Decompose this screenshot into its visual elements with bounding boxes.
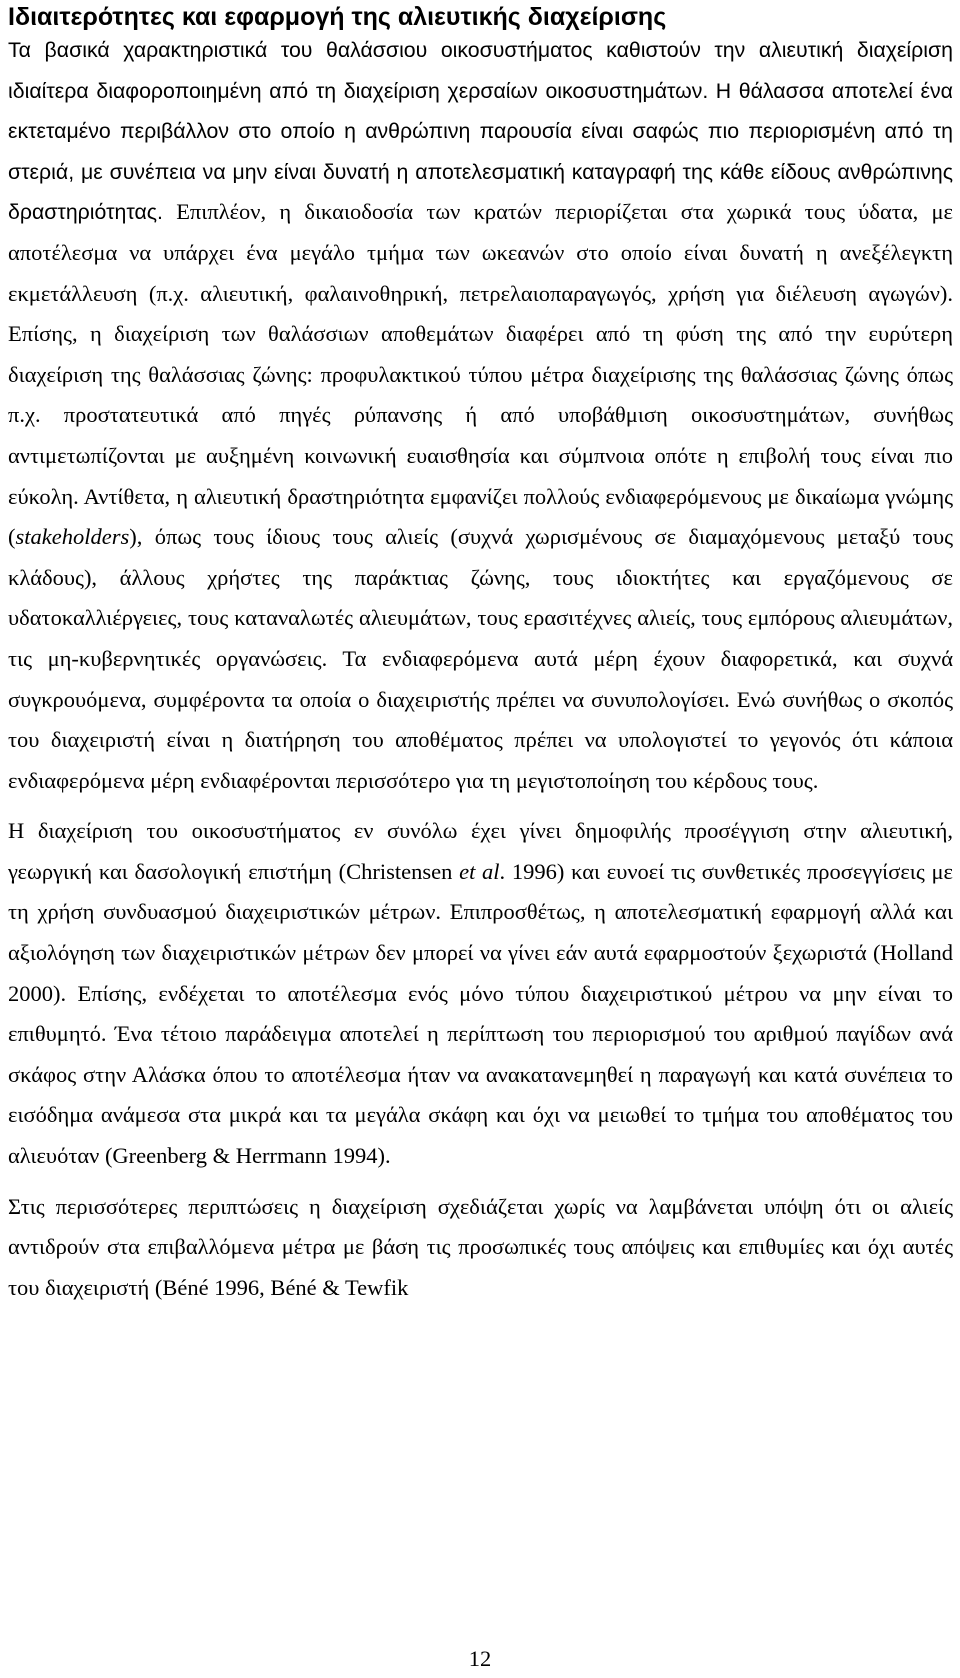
paragraph-1-sentence-4: Επίσης, η διαχείριση των θαλάσσιων αποθεμάτων διαφέρει από τη φύση της από την ευρύτερη διαχείριση της θαλάσσιας ζώνης: προφυλακτικού τύπου μέτρα διαχείρισης της θαλάσσιας ζώνης όπως π.χ. προστατευτικά από πηγές ρύπανσης ή από υποβάθμιση οικοσυστημάτων, συνήθως αντιμετωπίζονται με αυξημένη κοινωνική ευαισθησία και σύμπνοια οπότε η επιβολή τους είναι πιο εύκολη. [8, 321, 953, 509]
paragraph-1-sentence-5-end: ), όπως τους ίδιους τους αλιείς (συχνά χωρισμένους σε διαμαχόμενους μεταξύ τους κλάδους), άλλους χρήστες της παράκτιας ζώνης, τους ιδιοκτήτες και εργαζόμενους σε υδατοκαλλιέργειες, τους καταναλωτές αλιευμάτων, τους ερασιτέχνες αλιείς, τους εμπόρους αλιευμάτων, τις μη-κυβερνητικές οργανώσεις. Τα ενδιαφερόμενα αυτά μέρη έχουν διαφορετικά, και συχνά συγκρουόμενα, συμφέροντα τα οποία ο διαχειριστής πρέπει να συνυπολογίσει. Ενώ συνήθως ο σκοπός του διαχειριστή είναι η διατήρηση του αποθέματος πρέπει να υπολογιστεί το γεγονός ότι κάποια ενδιαφερόμενα μέρη ενδιαφέρονται περισσότερο για τη μεγιστοποίηση του κέρδους τους. [8, 524, 953, 793]
page-number: 12 [468, 1646, 492, 1671]
paragraph-2-end: . 1996) και ευνοεί τις συνθετικές προσεγγίσεις με τη χρήση συνδυασμού διαχειριστικών μέτρων. Επιπροσθέτως, η αποτελεσματική εφαρμογή αλλά και αξιολόγηση των διαχειριστικών μέτρων δεν μπορεί να γίνει εάν αυτά εφαρμοστούν ξεχωριστά (Holland 2000). Επίσης, ενδέχεται το αποτέλεσμα ενός μόνο τύπου διαχειριστικού μέτρου να μην είναι το επιθυμητό. Ένα τέτοιο παράδειγμα αποτελεί η περίπτωση του περιορισμού του αριθμού παγίδων ανά σκάφος στην Αλάσκα όπου το αποτέλεσμα ήταν να ανακατανεμηθεί η παραγωγή και κατά συνέπεια το εισόδημα ανάμεσα στα μικρά και τα μεγάλα σκάφη και όχι να μειωθεί το τμήμα του αποθέματος του αλιευόταν (Greenberg & Herrmann 1994). [8, 858, 953, 1169]
paragraph-2 [8, 811, 953, 1176]
paragraph-1-sentence-5-start: Αντίθετα, η αλιευτική δραστηριότητα εμφανίζει πολλούς ενδιαφερόμενους με δικαίωμα γνώμης ( [8, 483, 953, 550]
paragraph-1-sentence-1: Τα βασικά χαρακτηριστικά του θαλάσσιου οικοσυστήματος καθιστούν την αλιευτική διαχείριση ιδιαίτερα διαφοροποιημένη από τη διαχείριση χερσαίων οικοσυστημάτων. [8, 38, 953, 103]
section-heading: Ιδιαιτερότητες και εφαρμογή της αλιευτικής διαχείρισης [8, 3, 667, 31]
document-page [8, 0, 953, 1308]
paragraph-3: Στις περισσότερες περιπτώσεις η διαχείριση σχεδιάζεται χωρίς να λαμβάνεται υπόψη ότι οι αλιείς αντιδρούν στα επιβαλλόμενα μέτρα με βάση τις προσωπικές τους απόψεις και επιθυμίες και όχι αυτές του διαχειριστή (Béné 1996, Béné & Tewfik [8, 1193, 953, 1300]
paragraph-1 [8, 30, 953, 801]
paragraph-1-sentence-3: Επιπλέον, η δικαιοδοσία των κρατών περιορίζεται στα χωρικά τους ύδατα, με αποτέλεσμα να υπάρχει ένα μεγάλο τμήμα των ωκεανών στο οποίο είναι δυνατή η ανεξέλεγκτη εκμετάλλευση (π.χ. αλιευτική, φαλαινοθηρική, πετρελαιοπαραγωγός, χρήση για διέλευση αγωγών). [8, 199, 953, 306]
stakeholders-term: stakeholders [15, 524, 130, 550]
paragraph-1-sentence-2: Η θάλασσα αποτελεί ένα εκτεταμένο περιβάλλον στο οποίο η ανθρώπινη παρουσία είναι σαφώς πιο περιορισμένη από τη στεριά, με συνέπεια να μην είναι δυνατή η αποτελεσματική καταγραφή της κάθε είδους ανθρώπινης δραστηριότητας. [8, 78, 953, 225]
paragraph-2-start: Η διαχείριση του οικοσυστήματος εν συνόλω έχει γίνει δημοφιλής προσέγγιση στην αλιευτική, γεωργική και δασολογική επιστήμη (Christensen [8, 818, 953, 884]
et-al-citation: et al [459, 858, 500, 884]
